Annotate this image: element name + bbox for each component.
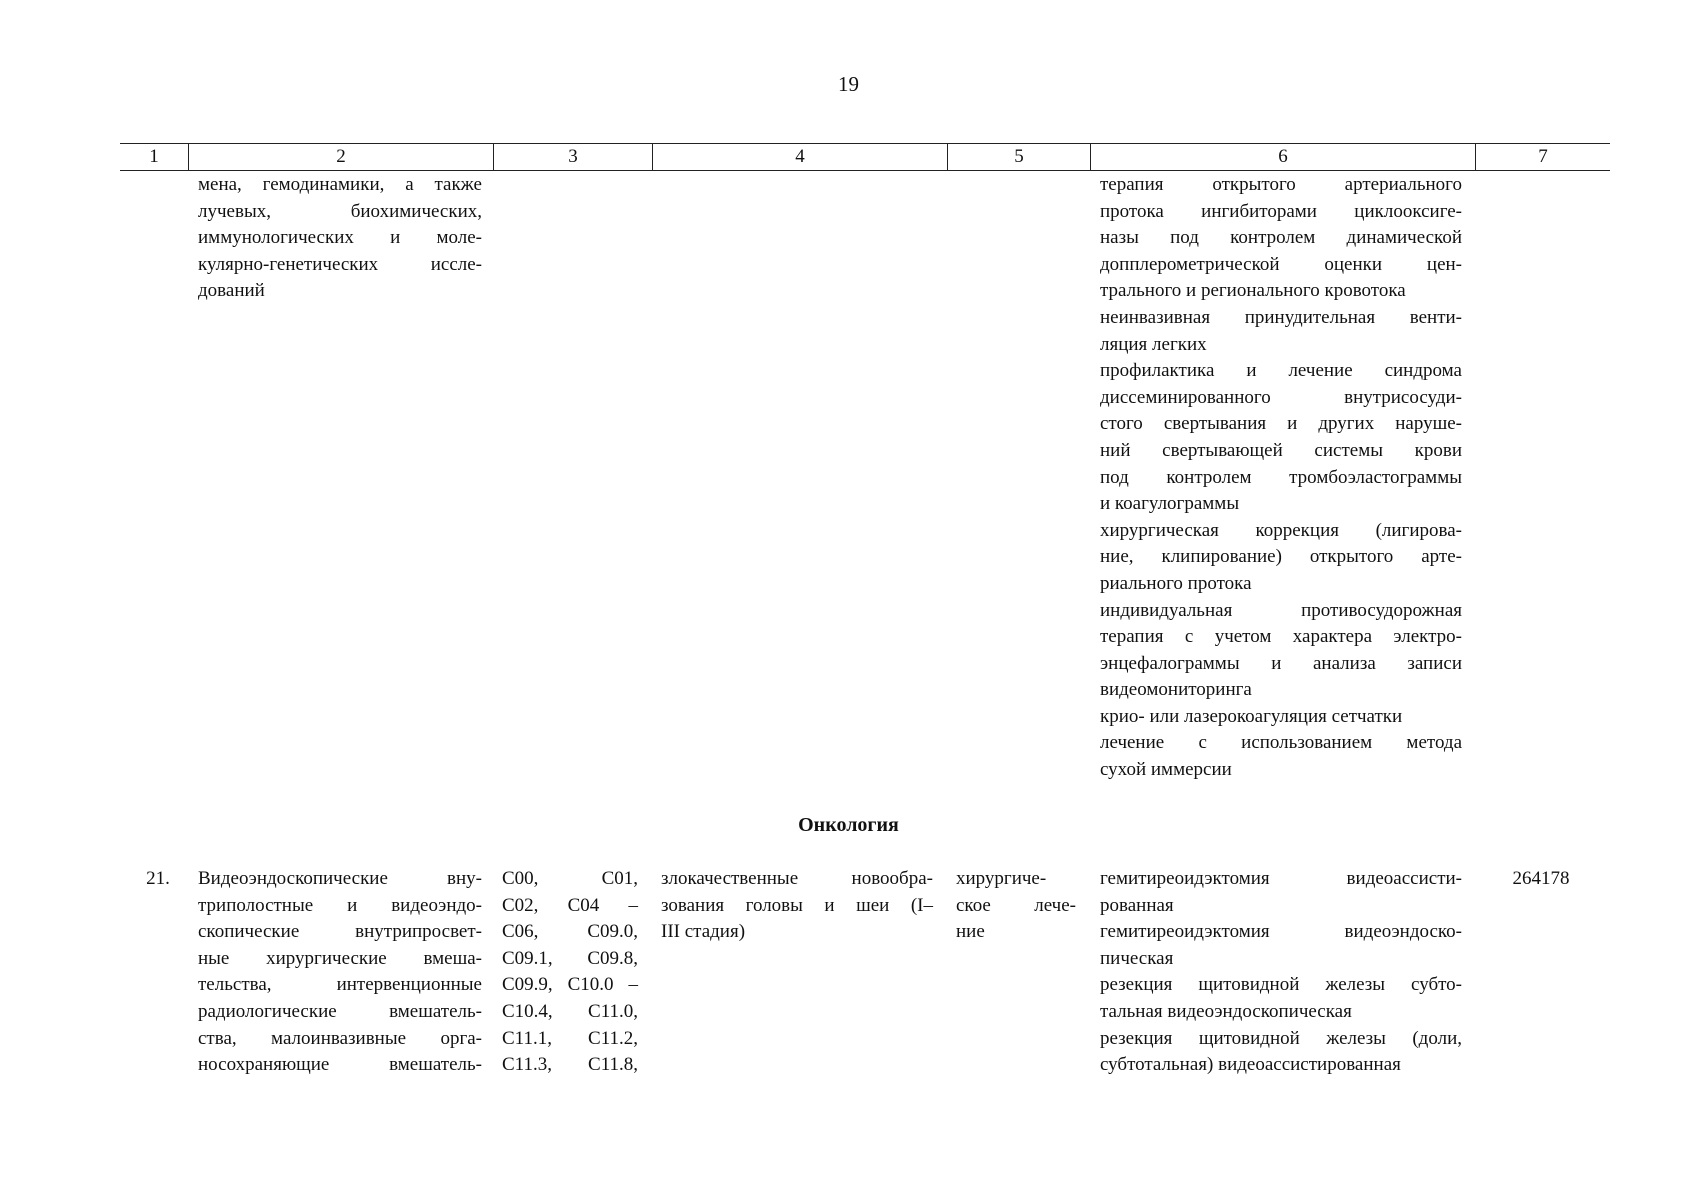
row21-col4 [661, 866, 933, 946]
text-line: терапия открытого артериального [1100, 174, 1462, 195]
text-line: трального и регионального кровотока [1100, 280, 1406, 302]
text-line: Видеоэндоскопические вну- [198, 868, 482, 889]
header-col-4: 4 [652, 144, 947, 170]
text-line: лечение с использованием метода [1100, 732, 1462, 754]
text-line: дований [198, 280, 265, 302]
text-line: рованная [1100, 894, 1174, 916]
text-line: ское лече- [956, 894, 1076, 916]
text-line: тельства, интервенционные [198, 974, 482, 996]
text-line: мена, гемодинамики, а также [198, 174, 482, 195]
text-line: ний свертывающей системы крови [1100, 439, 1462, 461]
text-line: C09.9, C10.0 – [502, 974, 638, 996]
text-line: хирургическая коррекция (лигирова- [1100, 519, 1462, 541]
text-line: ние, клипирование) открытого арте- [1100, 546, 1462, 568]
text-line: III стадия) [661, 921, 746, 943]
text-line: зования головы и шеи (I– [661, 894, 933, 916]
header-col-2: 2 [188, 144, 493, 170]
text-line: пическая [1100, 947, 1174, 969]
header-col-3: 3 [493, 144, 652, 170]
text-line: триполостные и видеоэндо- [198, 894, 482, 916]
continuation-col6 [1100, 172, 1462, 784]
text-line: ляция легких [1100, 333, 1207, 355]
text-line: сухой иммерсии [1100, 759, 1232, 781]
text-line: C11.1, C11.2, [502, 1027, 638, 1049]
row21-col7 [1476, 866, 1606, 893]
continuation-col2 [198, 172, 482, 305]
text-line: гемитиреоидэктомия видеоассисти- [1100, 868, 1462, 889]
text-line: диссеминированного внутрисосуди- [1100, 386, 1462, 408]
text-line: носохраняющие вмешатель- [198, 1054, 482, 1076]
text-line: риального протока [1100, 572, 1252, 594]
text-line: C02, C04 – [502, 894, 638, 916]
row21-col3 [502, 866, 638, 1079]
text-line: ные хирургические вмеша- [198, 947, 482, 969]
text-line: крио- или лазерокоагуляция сетчатки [1100, 705, 1403, 727]
text-line: лучевых, биохимических, [198, 200, 482, 222]
header-col-1: 1 [149, 146, 159, 167]
text-line: видеомониторинга [1100, 679, 1252, 701]
text-line: кулярно-генетических иссле- [198, 253, 482, 275]
text-line: иммунологических и моле- [198, 227, 482, 249]
row-number-text: 21. [146, 868, 170, 889]
text-line: неинвазивная принудительная венти- [1100, 306, 1462, 328]
header-col-6: 6 [1090, 144, 1475, 170]
cost-value: 264178 [1512, 868, 1570, 889]
text-line: гемитиреоидэктомия видеоэндоско- [1100, 921, 1462, 943]
table-header-row [120, 143, 1610, 171]
row-number [128, 866, 188, 893]
text-line: ства, малоинвазивные орга- [198, 1027, 482, 1049]
header-col-5: 5 [947, 144, 1090, 170]
text-line: допплерометрической оценки цен- [1100, 253, 1462, 275]
row21-col2 [198, 866, 482, 1079]
text-line: назы под контролем динамической [1100, 227, 1462, 249]
page-number: 19 [838, 72, 859, 96]
text-line: резекция щитовидной железы (доли, [1100, 1027, 1462, 1049]
row21-col6 [1100, 866, 1462, 1079]
text-line: C10.4, C11.0, [502, 1000, 638, 1022]
text-line: протока ингибиторами циклооксиге- [1100, 200, 1462, 222]
text-line: стого свертывания и других наруше- [1100, 413, 1462, 435]
text-line: ние [956, 921, 985, 943]
text-line: профилактика и лечение синдрома [1100, 360, 1462, 382]
text-line: под контролем тромбоэластограммы [1100, 466, 1462, 488]
text-line: резекция щитовидной железы субто- [1100, 974, 1462, 996]
text-line: хирургиче- [956, 868, 1047, 889]
text-line: энцефалограммы и анализа записи [1100, 652, 1462, 674]
row21-col5 [956, 866, 1076, 946]
text-line: скопические внутрипросвет- [198, 921, 482, 943]
text-line: C09.1, C09.8, [502, 947, 638, 969]
text-line: и коагулограммы [1100, 493, 1240, 515]
text-line: злокачественные новообра- [661, 868, 933, 889]
text-line: тальная видеоэндоскопическая [1100, 1000, 1352, 1022]
text-line: субтотальная) видеоассистированная [1100, 1054, 1401, 1076]
text-line: терапия с учетом характера электро- [1100, 626, 1462, 648]
text-line: индивидуальная противосудорожная [1100, 599, 1462, 621]
text-line: C11.3, C11.8, [502, 1054, 638, 1076]
text-line: C00, C01, [502, 868, 638, 889]
section-title: Онкология [798, 814, 899, 836]
text-line: радиологические вмешатель- [198, 1000, 482, 1022]
text-line: C06, C09.0, [502, 921, 638, 943]
header-col-7: 7 [1475, 144, 1610, 170]
